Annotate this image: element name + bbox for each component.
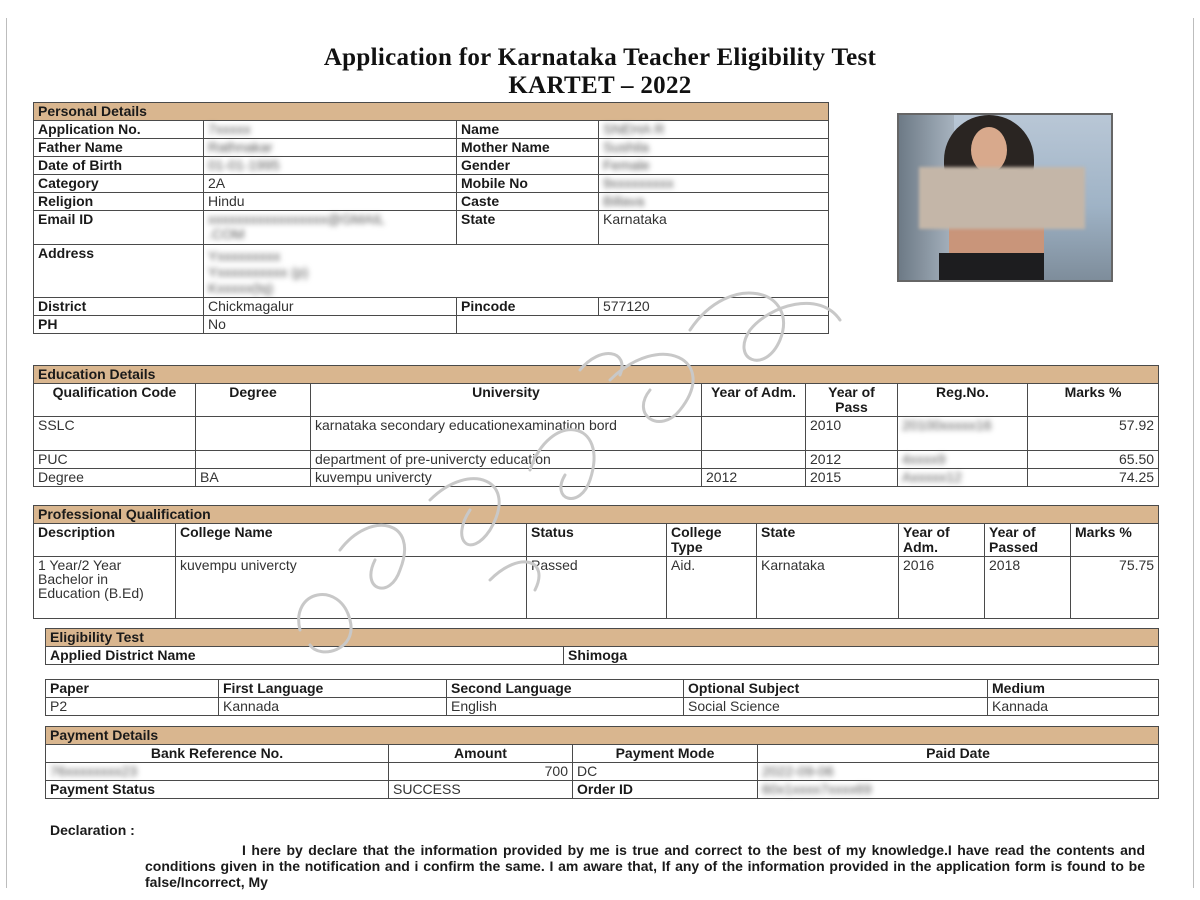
section-heading: Payment Details <box>46 727 1159 745</box>
column-header: Paper <box>46 680 219 698</box>
column-header: Optional Subject <box>684 680 988 698</box>
category-value: 2A <box>204 175 457 193</box>
column-header: Second Language <box>447 680 684 698</box>
cell: 75.75 <box>1071 557 1159 619</box>
field-label: Religion <box>34 193 204 211</box>
section-heading: Personal Details <box>34 103 829 121</box>
column-header: Reg.No. <box>898 384 1028 417</box>
cell: SSLC <box>34 417 196 451</box>
table-row <box>34 417 1159 451</box>
form-subtitle: KARTET – 2022 <box>508 72 692 99</box>
mobile-value: 9xxxxxxxxx <box>599 175 829 193</box>
cell <box>702 451 806 469</box>
field-label: State <box>457 211 599 245</box>
field-label: Gender <box>457 157 599 175</box>
empty-cell <box>457 316 829 334</box>
cell <box>196 451 311 469</box>
column-header: University <box>311 384 702 417</box>
caste-value: Billava <box>599 193 829 211</box>
religion-value: Hindu <box>204 193 457 211</box>
table-row <box>46 763 1159 781</box>
section-heading: Education Details <box>34 366 1159 384</box>
cell <box>702 417 806 451</box>
applied-district-value: Shimoga <box>564 647 1159 665</box>
cell: Kannada <box>219 698 447 716</box>
field-label: Pincode <box>457 298 599 316</box>
cell: P2 <box>46 698 219 716</box>
table-row <box>34 557 1159 619</box>
name-value: SNEHA R <box>599 121 829 139</box>
column-header: Bank Reference No. <box>46 745 389 763</box>
column-header: College Name <box>176 524 527 557</box>
cell: 2012 <box>702 469 806 487</box>
column-header: Marks % <box>1028 384 1159 417</box>
cell: Passed <box>527 557 667 619</box>
column-header: Year of Passed <box>985 524 1071 557</box>
field-label: Address <box>34 245 204 298</box>
mother-name-value: Sushila <box>599 139 829 157</box>
gender-value: Female <box>599 157 829 175</box>
field-label: PH <box>34 316 204 334</box>
column-header: Paid Date <box>758 745 1159 763</box>
ph-value: No <box>204 316 457 334</box>
professional-qualification-table <box>33 505 1159 619</box>
cell <box>196 417 311 451</box>
field-label: Name <box>457 121 599 139</box>
table-row <box>46 698 1159 716</box>
eligibility-heading-table <box>45 628 1159 665</box>
cell: Social Science <box>684 698 988 716</box>
cell: 2010 <box>806 417 898 451</box>
applicant-photo <box>897 113 1113 282</box>
state-value: Karnataka <box>599 211 829 245</box>
section-heading: Professional Qualification <box>34 506 1159 524</box>
field-label: Payment Status <box>46 781 389 799</box>
section-heading: Eligibility Test <box>46 629 1159 647</box>
pincode-value: 577120 <box>599 298 829 316</box>
cell: 1 Year/2 Year Bachelor in Education (B.Ed) <box>34 557 176 619</box>
table-row <box>46 781 1159 799</box>
cell: Aid. <box>667 557 757 619</box>
cell: Kannada <box>988 698 1159 716</box>
payment-mode-value: DC <box>573 763 758 781</box>
email-line: xxxxxxxxxxxxxxxxx@GMAIL <box>208 211 385 227</box>
field-label: Applied District Name <box>46 647 564 665</box>
cell: Axxxxx12 <box>898 469 1028 487</box>
eligibility-paper-table <box>45 679 1159 716</box>
field-label: Mobile No <box>457 175 599 193</box>
table-row <box>34 451 1159 469</box>
email-line: .COM <box>208 226 245 242</box>
amount-value: 700 <box>389 763 573 781</box>
payment-status-value: SUCCESS <box>389 781 573 799</box>
payment-details-table <box>45 726 1159 799</box>
table-row <box>34 469 1159 487</box>
bank-reference-value: 76xxxxxxxx23 <box>46 763 389 781</box>
column-header: Degree <box>196 384 311 417</box>
cell: department of pre-univercty education <box>311 451 702 469</box>
field-label: Father Name <box>34 139 204 157</box>
cell: karnataka secondary educationexamination bord <box>311 417 702 451</box>
cell: Degree <box>34 469 196 487</box>
cell: 65.50 <box>1028 451 1159 469</box>
application-no-value: 7xxxxx <box>204 121 457 139</box>
column-header: State <box>757 524 899 557</box>
address-line: Kxxxxx(tq) <box>208 280 274 296</box>
cell: English <box>447 698 684 716</box>
education-details-table <box>33 365 1159 487</box>
field-label: District <box>34 298 204 316</box>
column-header: Marks % <box>1071 524 1159 557</box>
address-value <box>204 245 829 298</box>
declaration-label: Declaration : <box>50 822 135 838</box>
cell: Karnataka <box>757 557 899 619</box>
address-line: Yxxxxxxxxxx (p) <box>208 264 309 280</box>
cell: 4xxxx9 <box>898 451 1028 469</box>
column-header: Amount <box>389 745 573 763</box>
column-header: First Language <box>219 680 447 698</box>
district-value: Chickmagalur <box>204 298 457 316</box>
cell: 57.92 <box>1028 417 1159 451</box>
field-label: Date of Birth <box>34 157 204 175</box>
field-label: Email ID <box>34 211 204 245</box>
cell: kuvempu univercty <box>176 557 527 619</box>
field-label: Order ID <box>573 781 758 799</box>
cell: 2018 <box>985 557 1071 619</box>
cell: PUC <box>34 451 196 469</box>
field-label: Category <box>34 175 204 193</box>
cell: BA <box>196 469 311 487</box>
order-id-value: 60x1xxxx7xxxx69 <box>758 781 1159 799</box>
column-header: Status <box>527 524 667 557</box>
address-line: Yxxxxxxxxx <box>208 248 281 264</box>
cell: kuvempu univercty <box>311 469 702 487</box>
censor-block <box>919 167 1085 229</box>
column-header: Payment Mode <box>573 745 758 763</box>
field-label: Caste <box>457 193 599 211</box>
cell: 20100xxxxx16 <box>898 417 1028 451</box>
cell: 2015 <box>806 469 898 487</box>
column-header: Medium <box>988 680 1159 698</box>
declaration-text: I here by declare that the information provided by me is true and correct to the best of my knowledge.I have read the contents and conditions given in the notification and i confirm the same. I am aware that, If any of the information provided in the application form is found to be false/Incorrect, My <box>145 842 1145 890</box>
dob-value: 01-01-1995 <box>204 157 457 175</box>
personal-details-table <box>33 102 829 334</box>
column-header: Year of Pass <box>806 384 898 417</box>
paid-date-value: 2022-09-06 <box>758 763 1159 781</box>
field-label: Application No. <box>34 121 204 139</box>
column-header: Year of Adm. <box>702 384 806 417</box>
column-header: Description <box>34 524 176 557</box>
column-header: College Type <box>667 524 757 557</box>
column-header: Year of Adm. <box>899 524 985 557</box>
column-header: Qualification Code <box>34 384 196 417</box>
cell: 74.25 <box>1028 469 1159 487</box>
field-label: Mother Name <box>457 139 599 157</box>
father-name-value: Rathnakar <box>204 139 457 157</box>
form-title: Application for Karnataka Teacher Eligibility Test <box>323 44 877 71</box>
email-value <box>204 211 457 245</box>
cell: 2012 <box>806 451 898 469</box>
cell: 2016 <box>899 557 985 619</box>
